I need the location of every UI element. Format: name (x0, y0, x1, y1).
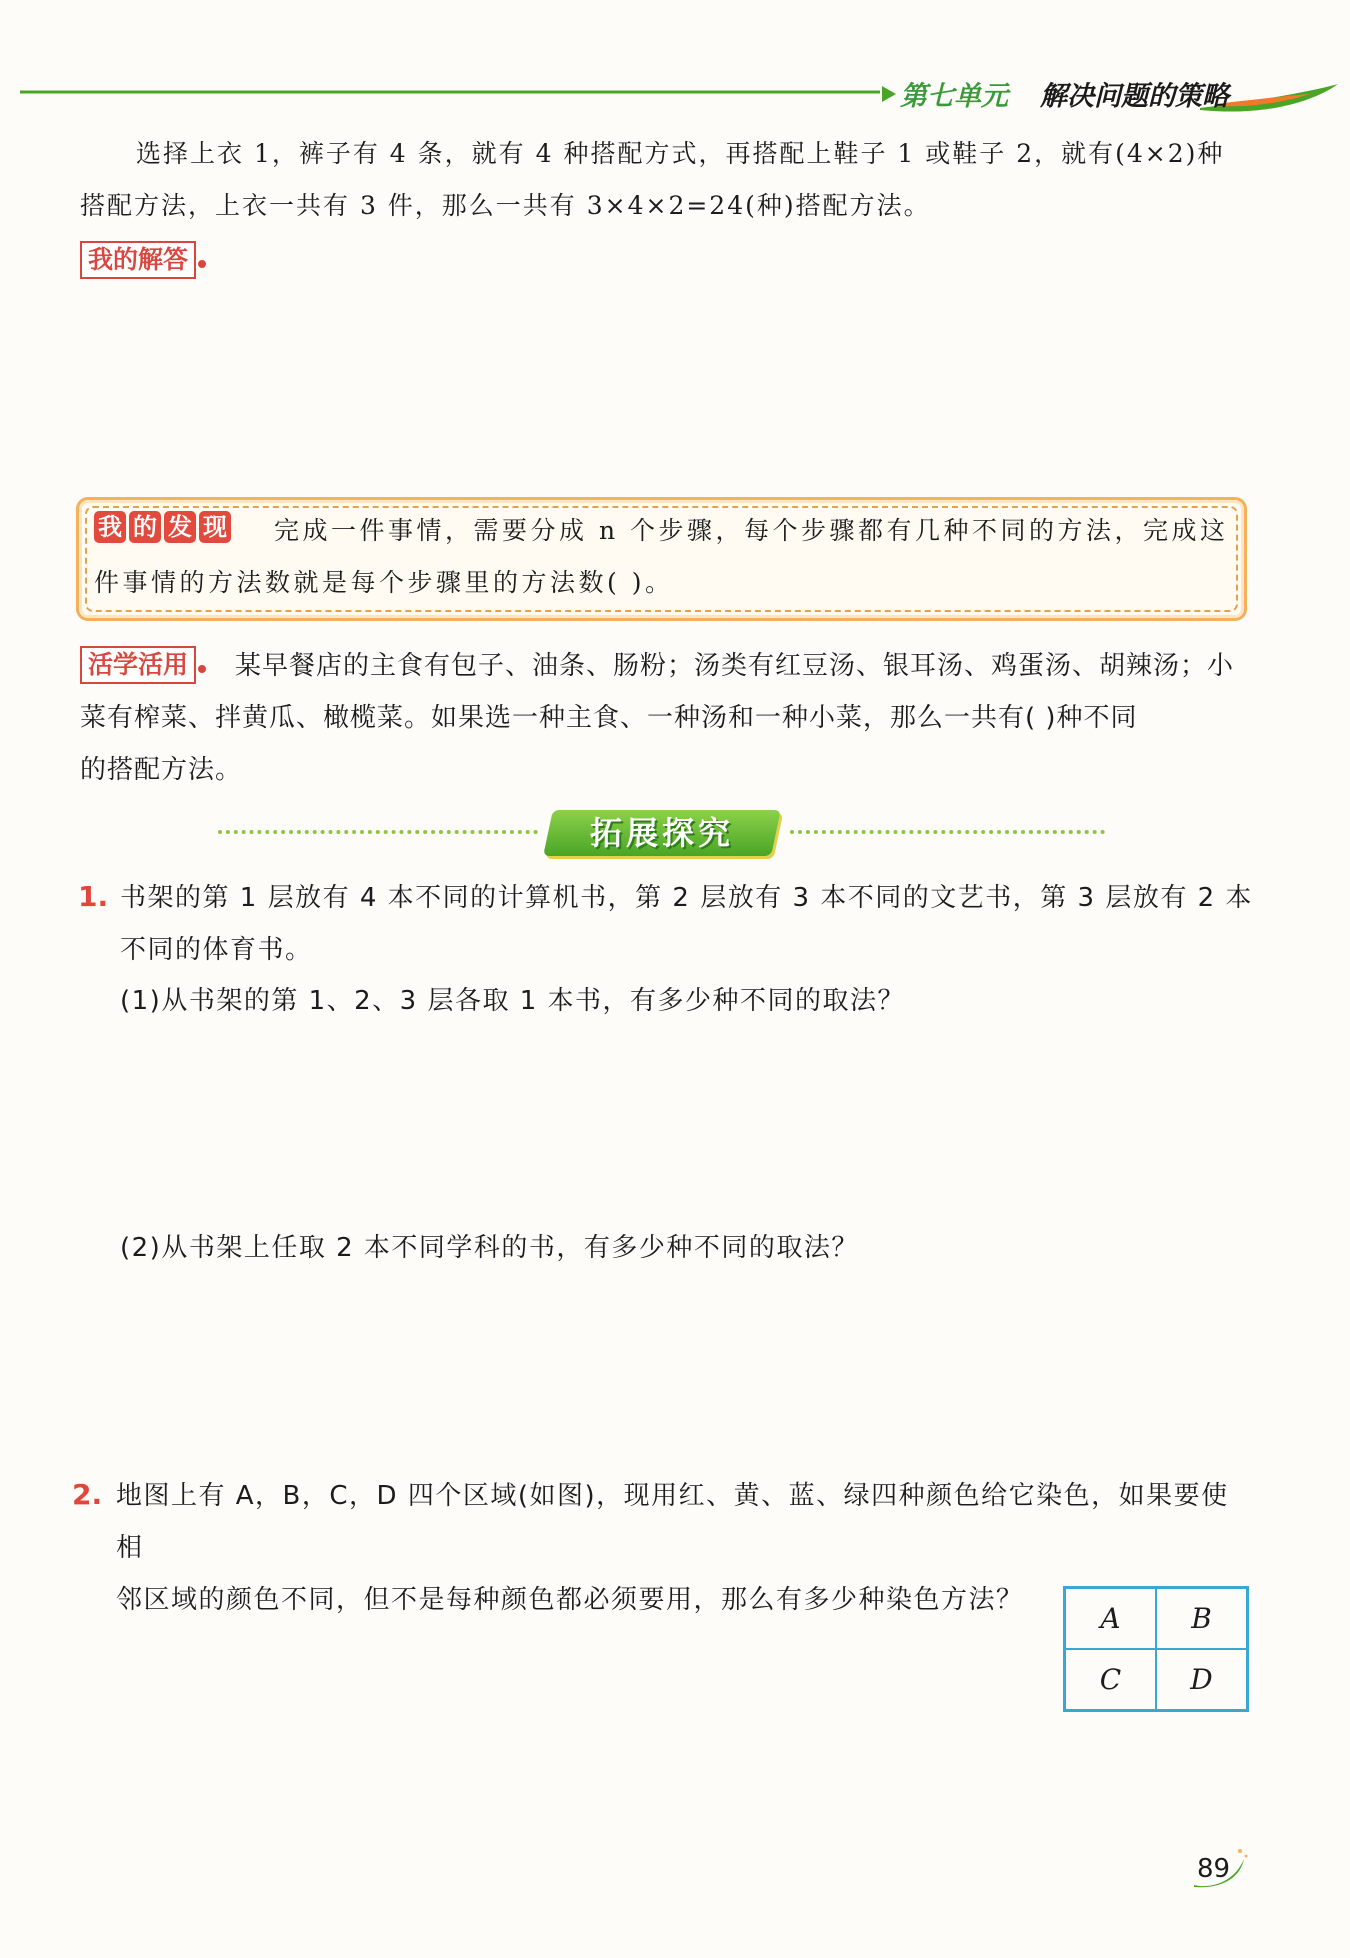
practice-text (80, 640, 1255, 796)
intro-paragraph (80, 128, 1255, 232)
discovery-text (94, 505, 1234, 609)
question-1-text (120, 872, 1255, 976)
discovery-tag-char: 发 (164, 511, 196, 543)
section-dots-left (218, 830, 538, 838)
intro-line-1: 选择上衣 1，裤子有 4 条，就有 4 种搭配方式，再搭配上鞋子 1 或鞋子 2，就有(4×2)种 (136, 139, 1225, 168)
region-map-figure (1063, 1586, 1249, 1712)
question-2-number: 2. (72, 1478, 103, 1511)
practice-tag-label: 活学活用 (80, 646, 196, 684)
region-d: D (1156, 1649, 1247, 1710)
region-c: C (1065, 1649, 1156, 1710)
practice-line-3: 的搭配方法。 (80, 755, 243, 785)
region-a: A (1065, 1588, 1156, 1649)
section-dots-right (790, 830, 1105, 838)
discovery-tag-char: 现 (199, 511, 231, 543)
question-2-line-2: 邻区域的颜色不同，但不是每种颜色都必须要用，那么有多少种染色方法？ (116, 1585, 1024, 1615)
discovery-line-2: 件事情的方法数就是每个步骤里的方法数( )。 (94, 568, 674, 597)
question-1-line-1: 书架的第 1 层放有 4 本不同的计算机书，第 2 层放有 3 本不同的文艺书，第 3 层放有 2 本 (120, 883, 1253, 913)
discovery-tag-char: 我 (94, 511, 126, 543)
question-1-part-2: (2)从书架上任取 2 本不同学科的书，有多少种不同的取法？ (120, 1233, 859, 1263)
question-1-number: 1. (78, 880, 109, 913)
answer-tag-label: 我的解答 (80, 241, 196, 279)
practice-line-2: 菜有榨菜、拌黄瓜、橄榄菜。如果选一种主食、一种汤和一种小菜，那么一共有( )种不同 (80, 703, 1138, 733)
intro-line-2: 搭配方法，上衣一共有 3 件，那么一共有 3×4×2=24(种)搭配方法。 (80, 191, 931, 220)
page-number: 89 (1197, 1854, 1231, 1884)
question-1-line-2: 不同的体育书。 (120, 935, 313, 965)
section-title: 拓展探究 (589, 814, 734, 852)
unit-title: 解决问题的策略 (1040, 81, 1229, 112)
question-1-part-1: (1)从书架的第 1、2、3 层各取 1 本书，有多少种不同的取法？ (120, 986, 906, 1016)
discovery-tag-char: 的 (129, 511, 161, 543)
discovery-line-1: 完成一件事情，需要分成 n 个步骤，每个步骤都有几种不同的方法，完成这 (274, 516, 1229, 545)
practice-line-1: 某早餐店的主食有包子、油条、肠粉；汤类有红豆汤、银耳汤、鸡蛋汤、胡辣汤；小 (235, 651, 1235, 681)
answer-tag (80, 241, 206, 279)
region-b: B (1156, 1588, 1247, 1649)
question-2-line-1: 地图上有 A，B，C，D 四个区域(如图)，现用红、黄、蓝、绿四种颜色给它染色，如果要使相 (116, 1481, 1229, 1563)
tag-arrow-icon (198, 260, 206, 268)
unit-label: 第七单元 (900, 81, 1008, 112)
